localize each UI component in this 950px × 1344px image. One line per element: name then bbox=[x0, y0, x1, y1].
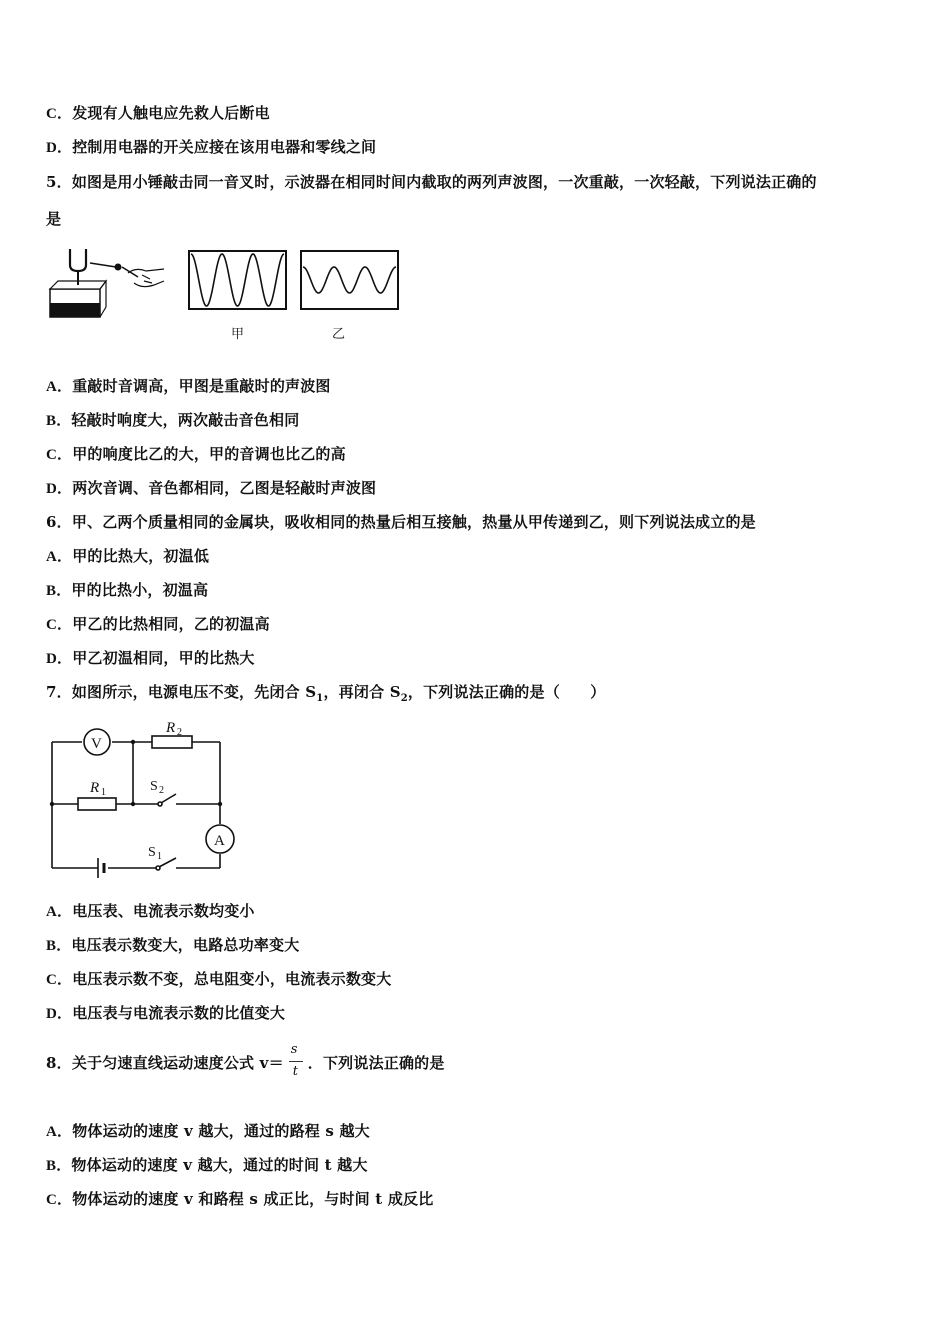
q4-option-c: C．发现有人触电应先救人后断电 bbox=[46, 104, 270, 122]
q5-option-b: B．轻敲时响度大，两次敲击音色相同 bbox=[46, 411, 300, 429]
q7-option-c: C．电压表示数不变，总电阻变小，电流表示数变大 bbox=[46, 970, 392, 988]
q7-option-a: A．电压表、电流表示数均变小 bbox=[46, 902, 255, 920]
r2-label: R bbox=[166, 720, 176, 736]
q7-stem: 7．如图所示，电源电压不变，先闭合 $S_1$，再闭合 $S_2$，下列说法正确的是（ ） bbox=[46, 683, 606, 704]
tuning-fork-illustration bbox=[46, 245, 176, 325]
q6-stem: 6．甲、乙两个质量相同的金属块，吸收相同的热量后相互接触，热量从甲传递到乙，则下列说法成立的是 bbox=[46, 513, 756, 531]
r1-label: R bbox=[90, 780, 100, 796]
s2-label: S bbox=[150, 779, 158, 794]
waveform-jia bbox=[188, 250, 288, 312]
resistor-r2 bbox=[152, 736, 192, 748]
q6-option-c: C．甲乙的比热相同，乙的初温高 bbox=[46, 615, 270, 633]
tuning-fork-figure bbox=[46, 245, 176, 325]
q6-option-a: A．甲的比热大，初温低 bbox=[46, 547, 210, 565]
q5-option-d: D．两次音调、音色都相同，乙图是轻敲时声波图 bbox=[46, 479, 377, 497]
q4-option-d: D．控制用电器的开关应接在该用电器和零线之间 bbox=[46, 138, 377, 156]
velocity-fraction: $\frac{s}{t}$ bbox=[288, 1042, 304, 1082]
r1-sub: 1 bbox=[101, 787, 106, 798]
q5-stem-line2: 是 bbox=[46, 210, 62, 228]
q7-option-d: D．电压表与电流表示数的比值变大 bbox=[46, 1004, 286, 1022]
q5-option-c: C．甲的响度比乙的大，甲的音调也比乙的高 bbox=[46, 445, 346, 463]
resistor-r1 bbox=[78, 798, 116, 810]
q8-option-c: C．物体运动的速度 v 和路程 s 成正比，与时间 t 成反比 bbox=[46, 1190, 434, 1208]
r2-sub: 2 bbox=[177, 727, 182, 738]
q8-option-b: B．物体运动的速度 v 越大，通过的时间 t 越大 bbox=[46, 1156, 368, 1174]
ammeter-label: A bbox=[214, 833, 225, 849]
q6-option-d: D．甲乙初温相同，甲的比热大 bbox=[46, 649, 255, 667]
q8-stem: 8．关于匀速直线运动速度公式 v＝ $\frac{s}{t}$ ．下列说法正确的是 bbox=[46, 1040, 445, 1084]
q6-option-b: B．甲的比热小，初温高 bbox=[46, 581, 209, 599]
s2-sub: 2 bbox=[159, 785, 164, 796]
waveform-yi-label: 乙 bbox=[332, 327, 346, 342]
s1-sub: 1 bbox=[157, 851, 162, 862]
q5-stem-line1: 5．如图是用小锤敲击同一音叉时，示波器在相同时间内截取的两列声波图，一次重敲，一次轻敲，下列说法正确的 bbox=[46, 173, 817, 191]
circuit-diagram bbox=[40, 718, 240, 878]
waveform-jia-label: 甲 bbox=[231, 327, 245, 342]
q8-option-a: A．物体运动的速度 v 越大，通过的路程 s 越大 bbox=[46, 1122, 370, 1140]
waveform-jia-graph bbox=[188, 250, 288, 312]
waveform-yi-graph bbox=[300, 250, 400, 312]
voltmeter-label: V bbox=[91, 736, 102, 752]
circuit-schematic bbox=[40, 718, 240, 878]
s1-label: S bbox=[148, 845, 156, 860]
waveform-yi bbox=[300, 250, 400, 312]
q5-option-a: A．重敲时音调高，甲图是重敲时的声波图 bbox=[46, 377, 331, 395]
q7-option-b: B．电压表示数变大，电路总功率变大 bbox=[46, 936, 300, 954]
